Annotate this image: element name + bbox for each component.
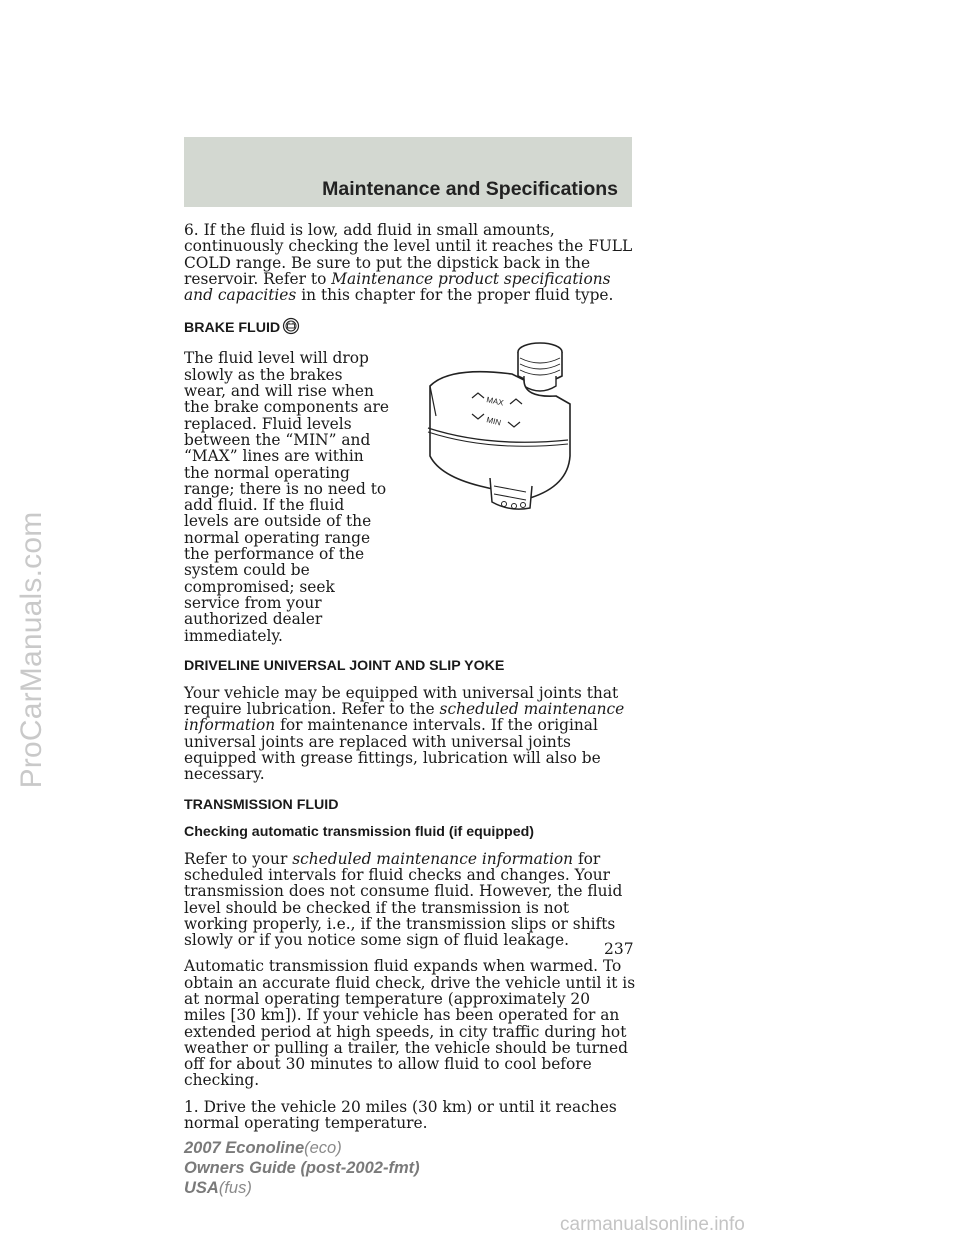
footer-line-1 xyxy=(184,1138,420,1158)
footer xyxy=(184,1138,420,1198)
header-bar xyxy=(184,137,632,207)
step-6-paragraph xyxy=(184,222,636,303)
transmission-paragraph-1 xyxy=(184,851,636,949)
step-6-text-b: in this chapter for the proper fluid type. xyxy=(301,286,614,305)
footer-line-2 xyxy=(184,1158,420,1178)
driveline-heading: DRIVELINE UNIVERSAL JOINT AND SLIP YOKE xyxy=(184,657,505,674)
page-content xyxy=(184,222,636,1141)
transmission-p1-text-b: for scheduled intervals for fluid checks and changes. Your transmission does not consume fluid. However, the fluid level should be checked if the transmission is not working properly, i.e., if the transmission slips or shifts slowly or if you notice some sign of fluid leakage. xyxy=(184,849,623,950)
max-label: MAX xyxy=(485,395,505,409)
footer-guide: Owners Guide (post-2002-fmt) xyxy=(184,1159,420,1177)
bottom-watermark: carmanualsonline.info xyxy=(560,1214,745,1235)
brake-reservoir-diagram xyxy=(420,336,590,516)
service-engine-icon xyxy=(282,317,300,340)
transmission-p1-reference: scheduled maintenance information xyxy=(292,849,574,868)
transmission-p1-text-a: Refer to your xyxy=(184,849,288,868)
transmission-heading: TRANSMISSION FLUID xyxy=(184,796,339,813)
transmission-subheading: Checking automatic transmission fluid (if equipped) xyxy=(184,823,534,840)
step-6-text-a: 6. If the fluid is low, add fluid in small amounts, continuously checking the level until it reaches the FULL COLD range. Be sure to put the dipstick back in the reservoir. Refer to xyxy=(184,221,633,288)
driveline-text-a: Your vehicle may be equipped with universal joints that require lubrication. Refer to the xyxy=(184,683,619,719)
footer-model-code: (eco) xyxy=(304,1139,342,1157)
footer-model: 2007 Econoline xyxy=(184,1139,305,1157)
min-label: MIN xyxy=(485,415,502,428)
page-number: 237 xyxy=(604,940,634,958)
transmission-paragraph-2: Automatic transmission fluid expands when warmed. To obtain an accurate fluid check, drive the vehicle until it is at normal operating temperature (approximately 20 miles [30 km]). If your vehicle has been operated for an extended period at high speeds, in city traffic during hot weather or pulling a trailer, the vehicle should be turned off for about 30 minutes to allow fluid to cool before checking. xyxy=(184,957,636,1090)
driveline-reference: scheduled maintenance information xyxy=(184,700,625,735)
driveline-paragraph xyxy=(184,685,636,783)
brake-fluid-heading-text: BRAKE FLUID xyxy=(184,320,281,337)
footer-region-code: (fus) xyxy=(218,1179,252,1197)
side-watermark-text: ProCarManuals.com xyxy=(15,511,48,789)
transmission-paragraph-3: 1. Drive the vehicle 20 miles (30 km) or until it reaches normal operating temperature. xyxy=(184,1097,617,1133)
footer-region: USA xyxy=(184,1179,219,1197)
driveline-text-b: for maintenance intervals. If the original universal joints are replaced with universal joints equipped with grease fittings, lubrication will also be necessary. xyxy=(184,716,601,784)
footer-line-3 xyxy=(184,1178,420,1198)
side-watermark xyxy=(2,300,62,1000)
page-title: Maintenance and Specifications xyxy=(322,178,618,200)
brake-fluid-section xyxy=(184,350,636,643)
brake-fluid-text: The fluid level will drop slowly as the brakes wear, and will rise when the brake components are replaced. Fluid levels between the “MIN” and “MAX” lines are within the normal operating range; there is no need to add fluid. If the fluid levels are outside of the normal operating range the performance of the system could be compromised; seek service from your authorized dealer immediately. xyxy=(184,349,389,645)
step-6-reference: Maintenance product specifications and capacities xyxy=(184,269,611,305)
